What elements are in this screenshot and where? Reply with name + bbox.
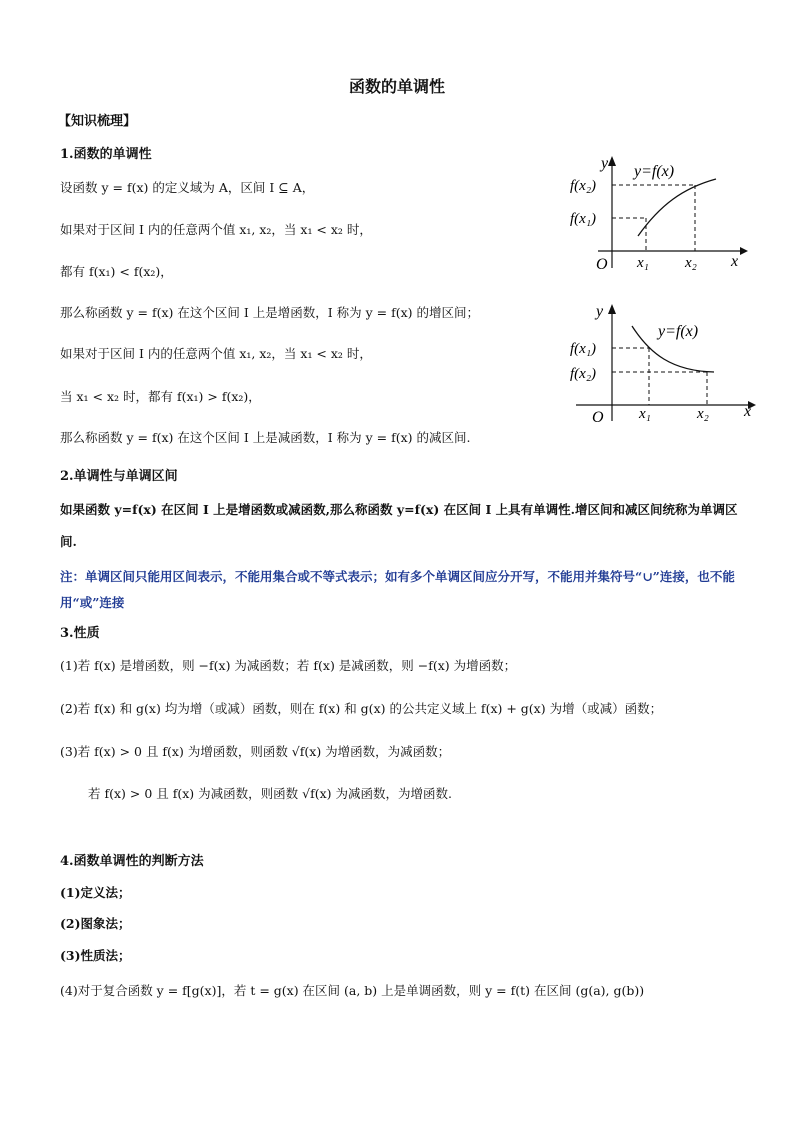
s1-line5: 如果对于区间 I 内的任意两个值 x₁, x₂，当 x₁ < x₂ 时， (60, 346, 372, 361)
s1-line7: 那么称函数 y = f(x) 在这个区间 I 上是减函数，I 称为 y = f(x) 的减区间. (60, 430, 471, 445)
y-axis-label: y (601, 155, 609, 172)
fx2-tick-label: f(x₂) (570, 366, 597, 382)
s3-heading: 3.性质 (60, 626, 100, 641)
s3-property-4: 若 f(x) > 0 且 f(x) 为减函数，则函数 √f(x) 为减函数，为增函数. (88, 786, 452, 801)
s3-property-3: (3)若 f(x) > 0 且 f(x) 为增函数，则函数 √f(x) 为增函数，为减函数； (60, 744, 451, 759)
curve-label: y=f(x) (658, 323, 699, 340)
x2-tick-label: x₂ (697, 406, 709, 422)
fx1-tick-label: f(x₁) (570, 211, 597, 227)
s1-line4: 那么称函数 y = f(x) 在这个区间 I 上是增函数，I 称为 y = f(x) 的增区间； (60, 305, 480, 320)
s3-property-1: (1)若 f(x) 是增函数，则 −f(x) 为减函数；若 f(x) 是减函数，则 −f(x) 为增函数； (60, 658, 517, 673)
s1-line3: 都有 f(x₁) < f(x₂)， (60, 264, 173, 279)
s1-heading: 1.函数的单调性 (60, 147, 152, 162)
y-axis-label: y (596, 303, 604, 320)
s1-line1: 设函数 y = f(x) 的定义域为 A，区间 I ⊆ A， (60, 180, 315, 195)
x-axis-label: x (744, 403, 752, 420)
s2-body: 如果函数 y=f(x) 在区间 I 上是增函数或减函数,那么称函数 y=f(x) 在区间 I 上具有单调性.增区间和减区间统称为单调区间. (60, 502, 738, 549)
s1-line6: 当 x₁ < x₂ 时，都有 f(x₁) > f(x₂)， (60, 389, 261, 404)
origin-label: O (596, 256, 608, 273)
origin-label: O (592, 409, 604, 426)
page-title: 函数的单调性 (348, 77, 445, 96)
fx2-tick-label: f(x₂) (570, 178, 597, 194)
x-axis-label: x (731, 253, 739, 270)
s2-note: 注：单调区间只能用区间表示，不能用集合或不等式表示；如有多个单调区间应分开写，不能用并集符号“∪”连接，也不能用“或”连接 (60, 569, 735, 610)
s3-property-2: (2)若 f(x) 和 g(x) 均为增（或减）函数，则在 f(x) 和 g(x) 的公共定义域上 f(x) + g(x) 为增（或减）函数； (60, 701, 663, 716)
x1-tick-label: x₁ (639, 406, 651, 422)
curve-label: y=f(x) (634, 163, 675, 180)
s1-line2: 如果对于区间 I 内的任意两个值 x₁, x₂，当 x₁ < x₂ 时， (60, 222, 372, 237)
s4-method-4: (4)对于复合函数 y = f[g(x)]，若 t = g(x) 在区间 (a, b) 上是单调函数，则 y = f(t) 在区间 (g(a), g(b)) (60, 983, 645, 998)
decreasing-function-graph (568, 298, 758, 428)
section-header: 【知识梳理】 (58, 114, 137, 129)
s4-heading: 4.函数单调性的判断方法 (60, 854, 204, 869)
fx1-tick-label: f(x₁) (570, 341, 597, 357)
x1-tick-label: x₁ (637, 255, 649, 271)
s4-method-3: (3)性质法； (60, 948, 131, 963)
s4-method-1: (1)定义法； (60, 885, 131, 900)
x2-tick-label: x₂ (685, 255, 697, 271)
s4-method-2: (2)图象法； (60, 916, 131, 931)
increasing-function-graph (568, 150, 748, 275)
s2-heading: 2.单调性与单调区间 (60, 469, 178, 484)
